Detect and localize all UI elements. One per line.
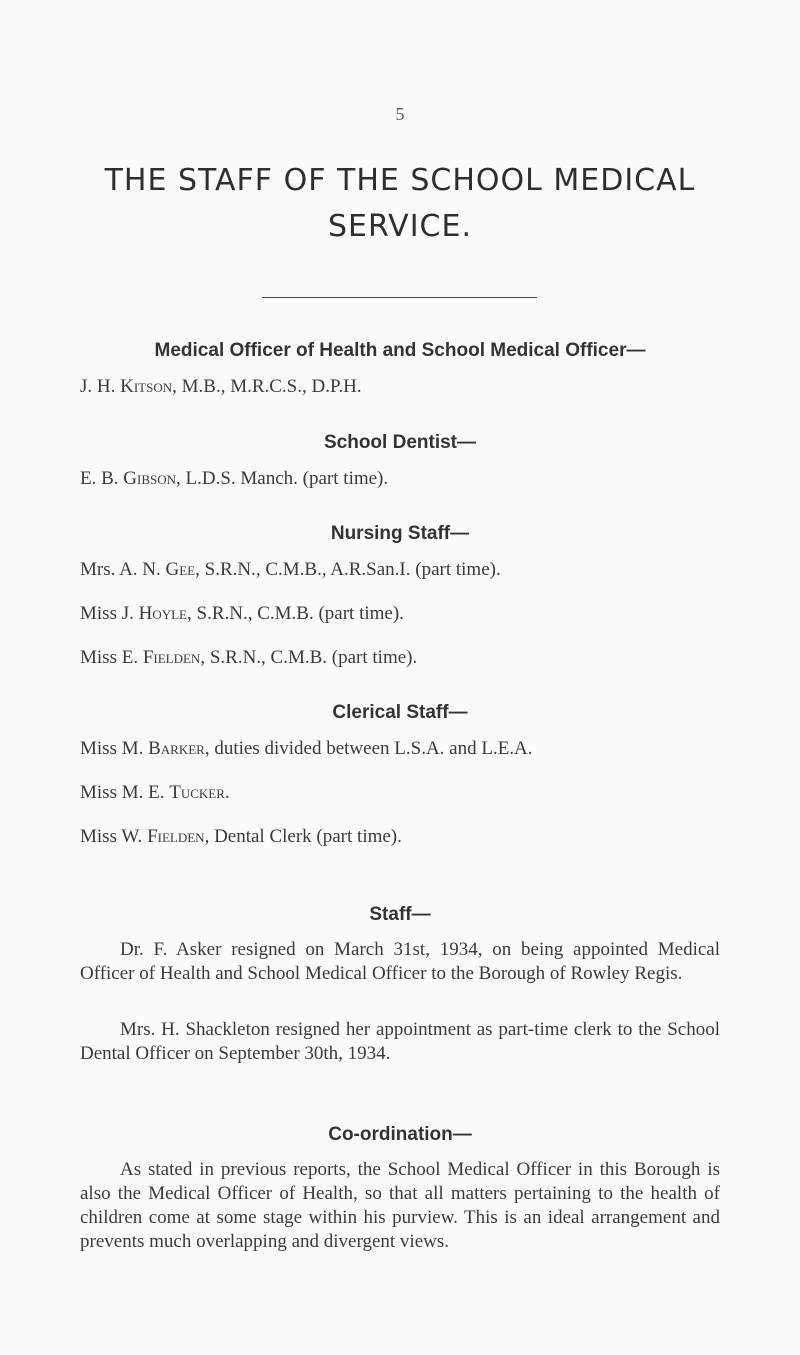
qualifications: , L.D.S. Manch. (part time).	[176, 468, 389, 489]
name-prefix: E. B.	[80, 468, 124, 489]
clerical-staff-heading: Clerical Staff—	[332, 702, 468, 723]
clerical-staff-entry	[80, 738, 533, 760]
clerical-staff-entry	[80, 826, 402, 848]
surname: Fielden	[142, 647, 201, 668]
nursing-staff-entry	[80, 647, 417, 669]
qualifications: , S.R.N., C.M.B. (part time).	[187, 603, 404, 624]
coordination-paragraph: As stated in previous reports, the School Medical Officer in this Borough is also the Medical Officer of Health, so that all matters pertaining to the health of children come at some stage within his purview. This is an ideal arrangement and prevents much overlapping and divergent views.	[80, 1159, 720, 1252]
duties: , duties divided between L.S.A. and L.E.A.	[204, 738, 533, 759]
staff-paragraph: Dr. F. Asker resigned on March 31st, 1934, on being appointed Medical Officer of Health and School Medical Officer to the Borough of Rowley Regis.	[80, 939, 720, 984]
surname: Barker	[148, 738, 205, 759]
name-prefix: Miss M.	[80, 738, 149, 759]
coordination-heading: Co-ordination—	[328, 1124, 472, 1145]
school-dentist-entry	[80, 468, 388, 490]
clerical-staff-entry	[80, 782, 230, 804]
surname: Gee	[165, 559, 196, 580]
surname: Fielden	[147, 826, 205, 847]
name-prefix: Miss M. E.	[80, 782, 170, 803]
title-divider	[262, 297, 537, 298]
duties: , Dental Clerk (part time).	[204, 826, 402, 847]
medical-officer-heading: Medical Officer of Health and School Medical Officer—	[154, 340, 646, 361]
page-number: 5	[395, 104, 405, 124]
surname: Gibson	[123, 468, 177, 489]
duties: .	[224, 782, 230, 803]
name-prefix: Miss J.	[80, 603, 139, 624]
nursing-staff-entry	[80, 603, 404, 625]
surname: Kitson	[120, 376, 173, 397]
staff-heading: Staff—	[369, 904, 431, 925]
name-prefix: J. H.	[80, 376, 121, 397]
nursing-staff-entry	[80, 559, 501, 581]
qualifications: , S.R.N., C.M.B. (part time).	[200, 647, 418, 668]
nursing-staff-heading: Nursing Staff—	[330, 523, 470, 544]
school-dentist-heading: School Dentist—	[323, 432, 476, 453]
medical-officer-entry	[80, 376, 362, 398]
page-title: THE STAFF OF THE SCHOOL MEDICAL SERVICE.	[104, 163, 696, 244]
qualifications: , S.R.N., C.M.B., A.R.San.I. (part time).	[195, 559, 501, 580]
surname: Tucker	[169, 782, 225, 803]
staff-paragraph: Mrs. H. Shackleton resigned her appointment as part-time clerk to the School Dental Officer on September 30th, 1934.	[80, 1019, 720, 1064]
name-prefix: Miss E.	[80, 647, 143, 668]
qualifications: , M.B., M.R.C.S., D.P.H.	[172, 376, 362, 397]
name-prefix: Mrs. A. N.	[80, 559, 166, 580]
name-prefix: Miss W.	[80, 826, 148, 847]
surname: Hoyle	[138, 603, 187, 624]
